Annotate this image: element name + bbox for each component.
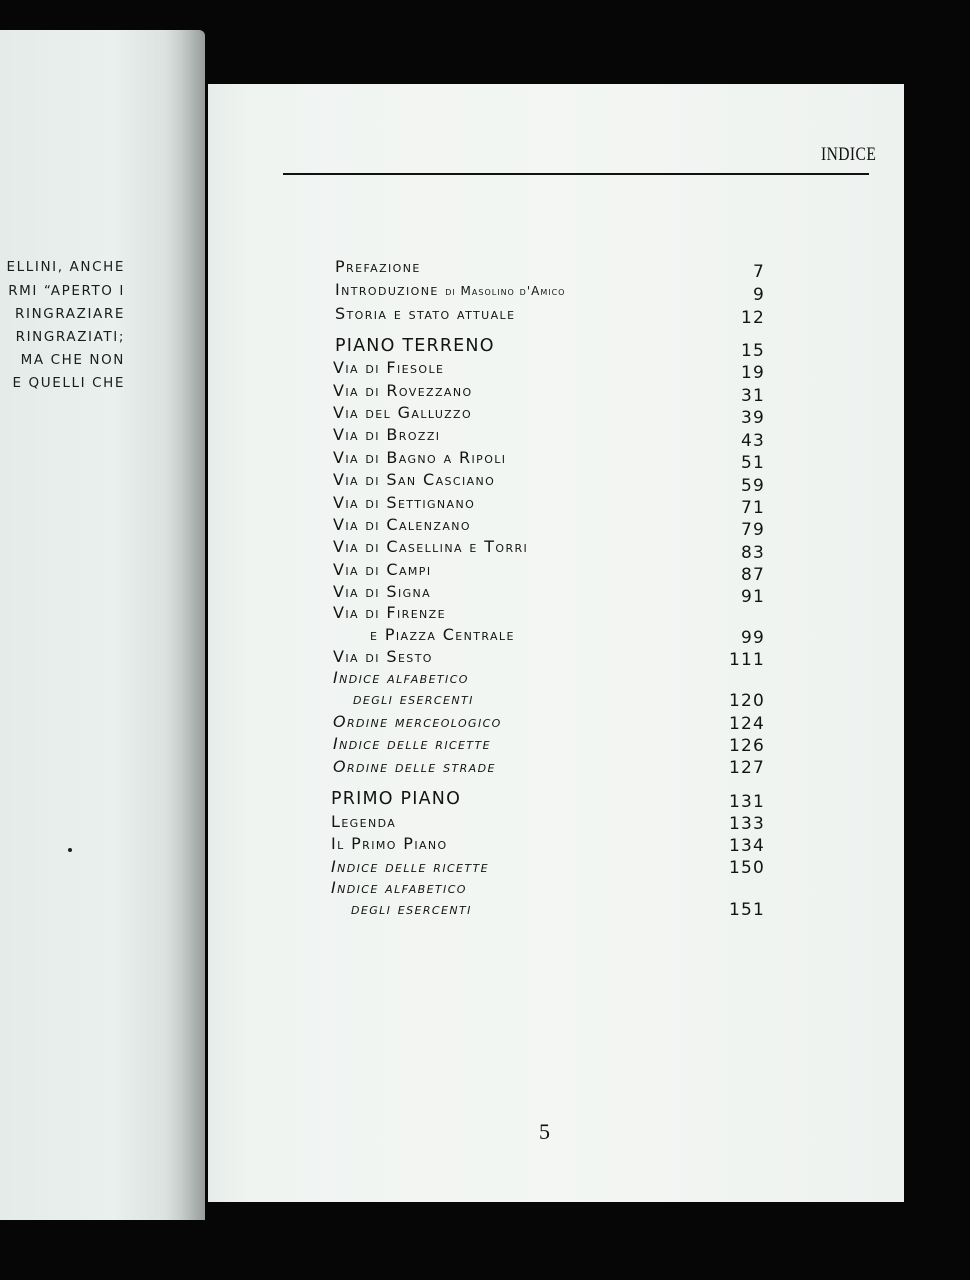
toc-entry-title: Via di Fiesole [333, 358, 445, 377]
toc-entry-title: Indice delle ricette [333, 734, 491, 753]
toc-entry-title: Prefazione [335, 257, 421, 276]
toc-entry-page: 111 [728, 650, 765, 670]
toc-entry-page: 7 [752, 262, 765, 282]
left-text-line: RINGRAZIARE [15, 306, 125, 322]
left-text-line: MA CHE NON [20, 352, 125, 368]
toc-entry-page: 71 [740, 498, 765, 518]
toc-entry-title: Via di Brozzi [333, 425, 441, 444]
toc-entry-title: Via di Firenze [333, 603, 446, 622]
toc-entry-title: Via di Calenzano [333, 515, 471, 534]
toc-entry-page: 126 [728, 736, 765, 756]
toc-entry-title: degli esercenti [353, 689, 474, 708]
toc-entry-page: 150 [728, 858, 765, 878]
toc-entry-title: Via di Rovezzano [333, 381, 473, 400]
toc-entry-page: 31 [740, 386, 765, 406]
toc-entry-title [335, 280, 565, 299]
toc-entry-title: Via di Casellina e Torri [333, 537, 529, 556]
toc-entry-page: 83 [740, 543, 765, 563]
table-of-contents [208, 84, 904, 1202]
toc-entry-page: 124 [728, 714, 765, 734]
toc-entry-page: 99 [740, 628, 765, 648]
toc-entry-page: 133 [728, 814, 765, 834]
left-text-line: ELLINI, ANCHE [6, 259, 125, 275]
toc-entry-title: Via del Galluzzo [333, 403, 473, 422]
toc-entry-title: Via di Signa [333, 582, 432, 601]
toc-entry-page: 127 [728, 758, 765, 778]
toc-section-title: PIANO TERRENO [335, 336, 495, 356]
toc-entry-page: 134 [728, 836, 765, 856]
left-text-line: E QUELLI CHE [12, 375, 125, 391]
toc-entry-page: 19 [740, 363, 765, 383]
toc-entry-title-text: Introduzione [335, 280, 439, 299]
toc-entry-title: Via di Campi [333, 560, 432, 579]
right-page [208, 84, 904, 1202]
toc-entry-title: Legenda [331, 812, 397, 831]
toc-entry-title: Storia e stato attuale [335, 304, 516, 323]
left-page [0, 30, 205, 1220]
toc-entry-title: Via di San Casciano [333, 470, 496, 489]
toc-entry-title: Via di Bagno a Ripoli [333, 448, 507, 467]
running-header: INDICE [821, 144, 877, 165]
toc-entry-page: 43 [740, 431, 765, 451]
toc-entry-title: Il Primo Piano [331, 834, 448, 853]
toc-entry-byline: di Masolino d'Amico [445, 284, 566, 298]
left-text-line: RINGRAZIATI; [15, 329, 125, 345]
toc-entry-page: 59 [740, 476, 765, 496]
toc-entry-page: 51 [740, 453, 765, 473]
ink-dot [68, 848, 72, 852]
toc-entry-page: 151 [728, 900, 765, 920]
toc-entry-title: Ordine merceologico [333, 712, 502, 731]
toc-section-title: PRIMO PIANO [331, 789, 462, 809]
toc-entry-title: Indice delle ricette [331, 857, 489, 876]
toc-entry-title: e Piazza Centrale [370, 625, 515, 644]
toc-entry-page: 12 [740, 308, 765, 328]
toc-entry-title: Indice alfabetico [331, 878, 467, 897]
toc-entry-page: 131 [728, 792, 765, 812]
toc-entry-page: 79 [740, 520, 765, 540]
toc-entry-title: degli esercenti [351, 899, 472, 918]
toc-entry-page: 87 [740, 565, 765, 585]
toc-entry-title: Indice alfabetico [333, 668, 469, 687]
toc-entry-page: 39 [740, 408, 765, 428]
toc-entry-title: Via di Sesto [333, 647, 433, 666]
left-text-line: RMI “APERTO I [8, 283, 125, 299]
page-number: 5 [539, 1119, 550, 1144]
toc-entry-page: 9 [752, 285, 765, 305]
toc-entry-page: 120 [728, 691, 765, 711]
toc-entry-page: 15 [740, 341, 765, 361]
toc-entry-title: Ordine delle strade [333, 757, 496, 776]
toc-entry-page: 91 [740, 587, 765, 607]
toc-entry-title: Via di Settignano [333, 493, 476, 512]
spine-shadow [165, 30, 205, 1220]
